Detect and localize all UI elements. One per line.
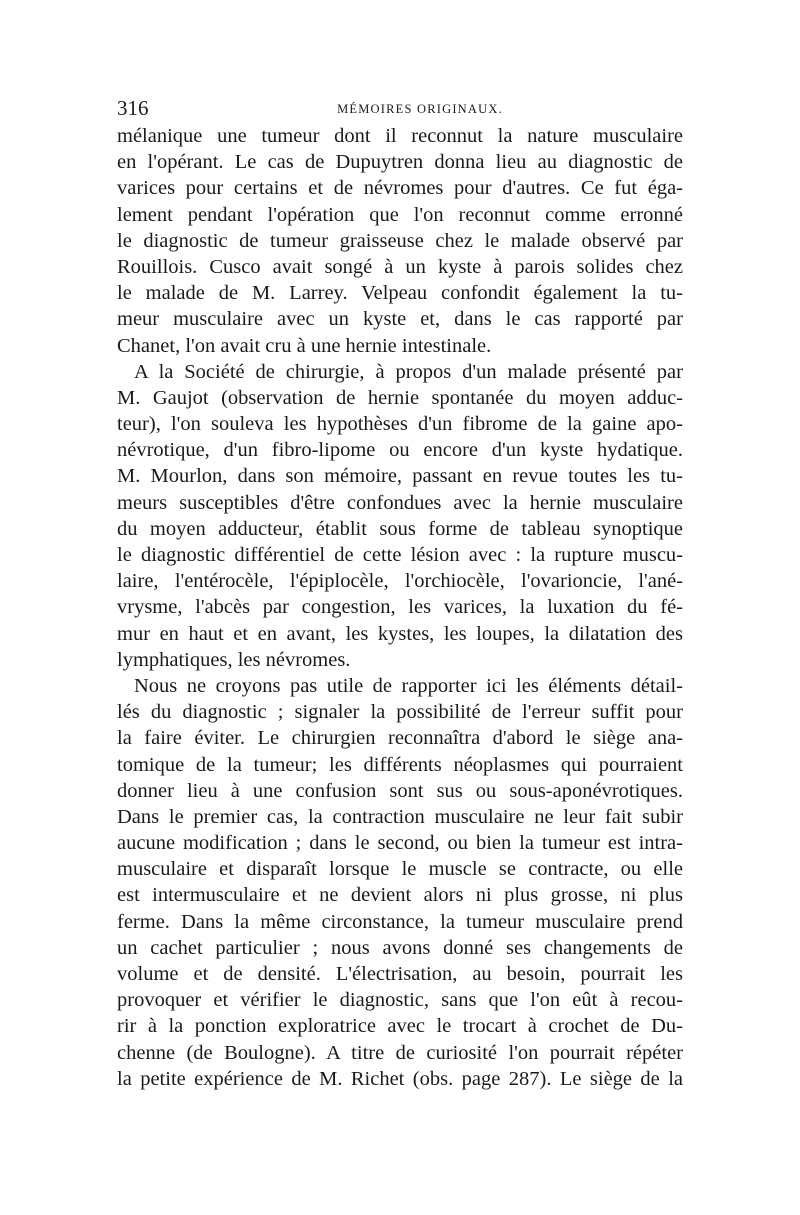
page-header [117, 96, 683, 120]
text-line: la faire éviter. Le chirurgien reconnaîtra d'abord le siège ana- [117, 727, 683, 750]
text-line: Chanet, l'on avait cru à une hernie intestinale. [117, 334, 492, 357]
text-line: A la Société de chirurgie, à propos d'un malade présenté par [134, 360, 683, 383]
text-line: Nous ne croyons pas utile de rapporter ici les éléments détail- [134, 674, 683, 697]
text-line: le diagnostic différentiel de cette lésion avec : la rupture muscu- [117, 544, 683, 566]
text-line: le malade de M. Larrey. Velpeau confondit également la tu- [117, 282, 683, 305]
text-line: vrysme, l'abcès par congestion, les varices, la luxation du fé- [117, 596, 683, 619]
text-line: mur en haut et en avant, les kystes, les loupes, la dilatation des [117, 622, 683, 645]
text-line: Rouillois. Cusco avait songé à un kyste à parois solides chez [117, 255, 683, 278]
text-line: laire, l'entérocèle, l'épiplocèle, l'orchiocèle, l'ovarioncie, l'ané- [117, 570, 683, 593]
text-line: provoquer et vérifier le diagnostic, sans que l'on eût à recou- [117, 989, 683, 1012]
page-number: 316 [117, 96, 149, 120]
text-line: varices pour certains et de névromes pour d'autres. Ce fut éga- [117, 177, 683, 200]
text-line: névrotique, d'un fibro-lipome ou encore d'un kyste hydatique. [117, 439, 683, 462]
text-line: est intermusculaire et ne devient alors ni plus grosse, ni plus [117, 884, 683, 907]
text-line: mélanique une tumeur dont il reconnut la nature musculaire [117, 125, 683, 147]
text-line: rir à la ponction exploratrice avec le trocart à crochet de Du- [117, 1015, 683, 1038]
text-line: donner lieu à une confusion sont sus ou sous-aponévrotiques. [117, 779, 683, 802]
text-line: musculaire et disparaît lorsque le muscle se contracte, ou elle [117, 858, 683, 881]
text-line: aucune modification ; dans le second, ou bien la tumeur est intra- [117, 832, 683, 855]
text-line: meur musculaire avec un kyste et, dans le cas rapporté par [117, 308, 683, 331]
text-line: un cachet particulier ; nous avons donné ses changements de [117, 936, 683, 959]
text-line: meurs susceptibles d'être confondues avec la hernie musculaire [117, 491, 683, 514]
text-line: la petite expérience de M. Richet (obs. page 287). Le siège de la [117, 1067, 683, 1090]
text-line: M. Gaujot (observation de hernie spontanée du moyen adduc- [117, 386, 683, 409]
text-line: en l'opérant. Le cas de Dupuytren donna lieu au diagnostic de [117, 151, 683, 174]
text-line: lés du diagnostic ; signaler la possibilité de l'erreur suffit pour [117, 701, 683, 724]
text-line: chenne (de Boulogne). A titre de curiosité l'on pourrait répéter [117, 1041, 683, 1064]
text-line: lymphatiques, les névromes. [117, 648, 351, 671]
body-text [117, 123, 683, 1092]
text-line: ferme. Dans la même circonstance, la tumeur musculaire prend [117, 910, 683, 933]
text-line: volume et de densité. L'électrisation, au besoin, pourrait les [117, 963, 683, 985]
text-line: tomique de la tumeur; les différents néoplasmes qui pourraient [117, 753, 683, 776]
text-line: le diagnostic de tumeur graisseuse chez le malade observé par [117, 229, 683, 252]
text-line: Dans le premier cas, la contraction musculaire ne leur fait subir [117, 805, 683, 828]
text-line: teur), l'on souleva les hypothèses d'un fibrome de la gaine apo- [117, 413, 683, 436]
text-line: M. Mourlon, dans son mémoire, passant en revue toutes les tu- [117, 465, 683, 488]
running-title: MÉMOIRES ORIGINAUX. [337, 102, 503, 116]
text-line: lement pendant l'opération que l'on reconnut comme erronné [117, 203, 683, 226]
text-line: du moyen adducteur, établit sous forme de tableau synoptique [117, 517, 683, 540]
